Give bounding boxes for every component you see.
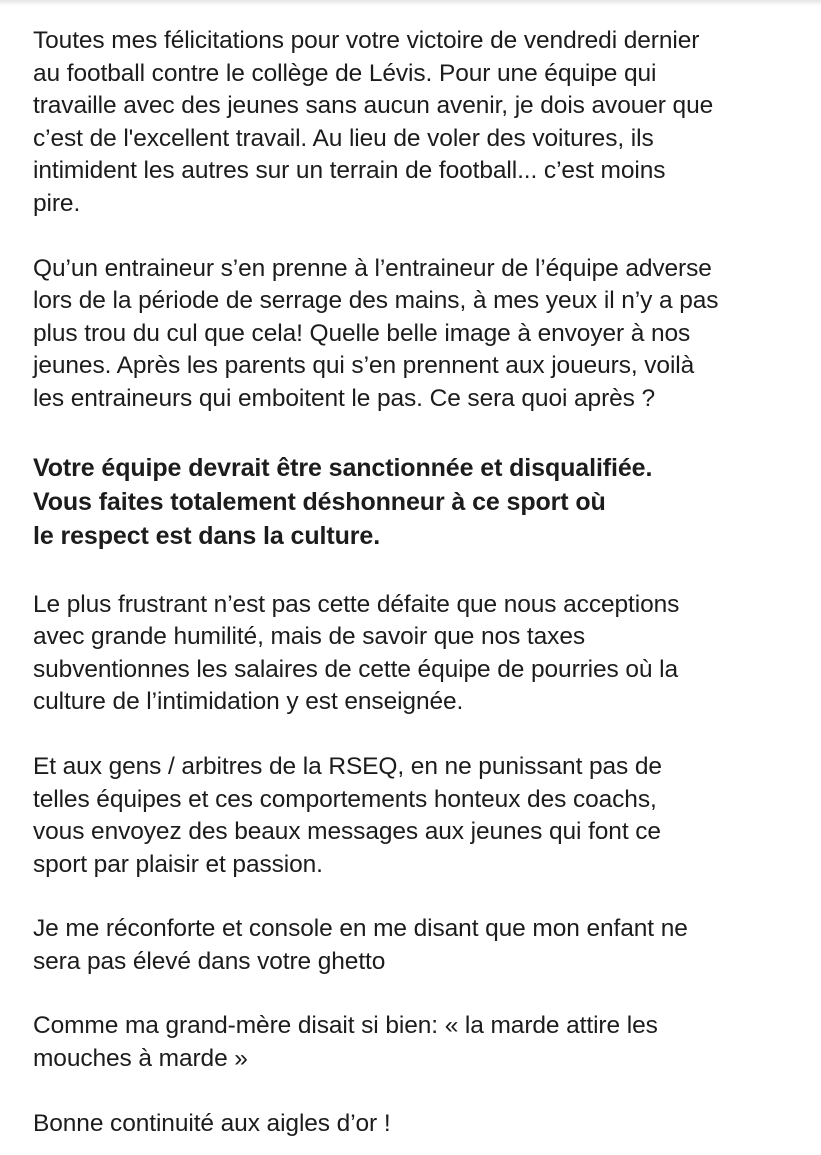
text-line: Comme ma grand-mère disait si bien: « la marde attire les: [33, 1012, 658, 1040]
text-line: plus trou du cul que cela! Quelle belle image à envoyer à nos: [33, 319, 691, 347]
text-line: Le plus frustrant n’est pas cette défaite que nous acceptions: [33, 590, 680, 618]
text-line: pire.: [33, 189, 81, 217]
text-line: c’est de l'excellent travail. Au lieu de voler des voitures, ils: [33, 124, 654, 152]
text-line: sport par plaisir et passion.: [33, 850, 323, 878]
text-line: au football contre le collège de Lévis. Pour une équipe qui: [33, 59, 657, 87]
paragraph-frustration: [33, 589, 813, 719]
text-line: travaille avec des jeunes sans aucun avenir, je dois avouer que: [33, 92, 714, 120]
post-body: [33, 25, 813, 1140]
text-line: jeunes. Après les parents qui s’en prennent aux joueurs, voilà: [33, 352, 695, 380]
paragraph-quote: [33, 1010, 813, 1075]
text-line: les entraineurs qui emboitent le pas. Ce sera quoi après ?: [33, 384, 656, 412]
text-line: Bonne continuité aux aigles d’or !: [33, 1109, 391, 1137]
text-line: lors de la période de serrage des mains, à mes yeux il n’y a pas: [33, 287, 719, 315]
text-line: subventionnes les salaires de cette équipe de pourries où la: [33, 655, 679, 683]
text-line: mouches à marde »: [33, 1045, 248, 1073]
text-line: Votre équipe devrait être sanctionnée et disqualifiée.: [33, 453, 653, 482]
text-line: Et aux gens / arbitres de la RSEQ, en ne punissant pas de: [33, 752, 662, 780]
text-line: intimident les autres sur un terrain de football... c’est moins: [33, 157, 666, 185]
paragraph-referees: [33, 751, 813, 881]
paragraph-consolation: [33, 913, 813, 978]
text-line: culture de l’intimidation y est enseignée.: [33, 688, 464, 716]
paragraph-bold-statement: [33, 451, 813, 553]
text-line: telles équipes et ces comportements honteux des coachs,: [33, 785, 657, 813]
text-line: Je me réconforte et console en me disant que mon enfant ne: [33, 915, 688, 943]
text-line: vous envoyez des beaux messages aux jeunes qui font ce: [33, 818, 661, 846]
text-line: Toutes mes félicitations pour votre victoire de vendredi dernier: [33, 27, 700, 54]
text-line: Qu’un entraineur s’en prenne à l’entraineur de l’équipe adverse: [33, 254, 712, 282]
paragraph-congratulations: [33, 25, 813, 221]
text-line: le respect est dans la culture.: [33, 521, 381, 550]
text-line: sera pas élevé dans votre ghetto: [33, 947, 386, 975]
paragraph-closing: [33, 1108, 813, 1141]
text-line: Vous faites totalement déshonneur à ce sport où: [33, 487, 606, 516]
text-line: avec grande humilité, mais de savoir que nos taxes: [33, 623, 585, 651]
paragraph-coach-incident: [33, 253, 813, 416]
top-edge-shadow: [0, 0, 821, 6]
